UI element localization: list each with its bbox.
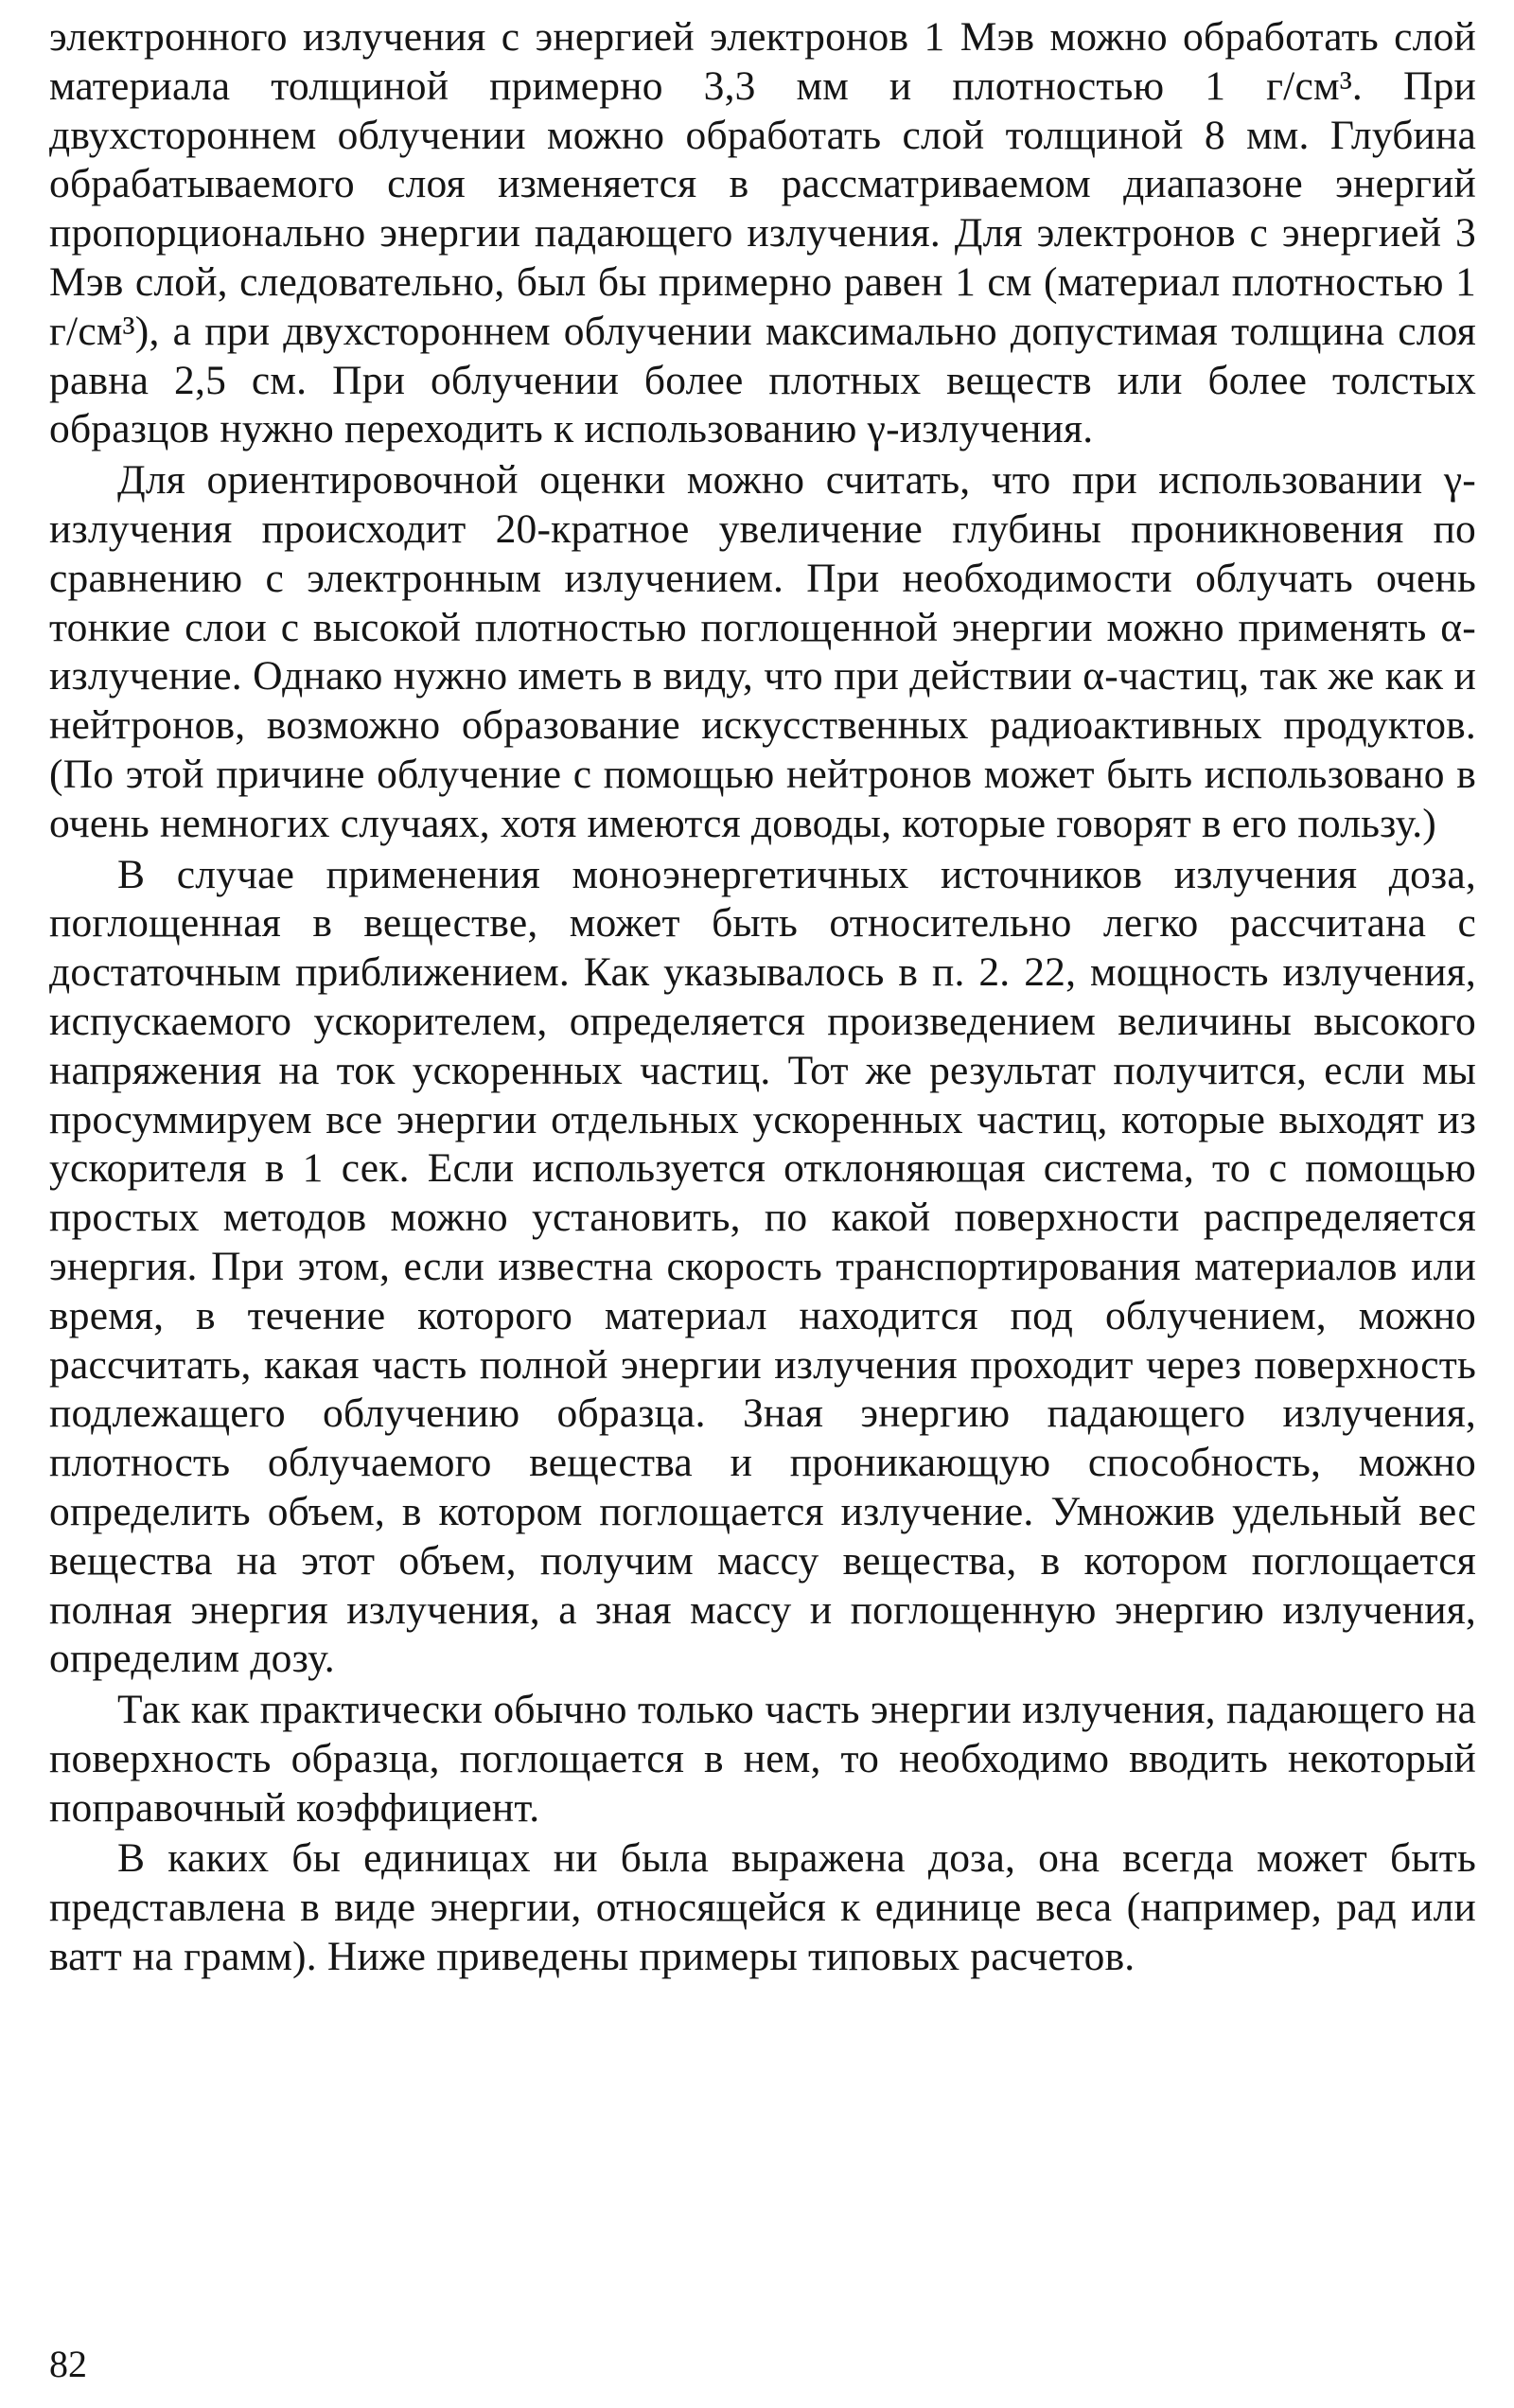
paragraph-2: Для ориентировочной оценки можно считать, что при использовании γ-излучения происходит 20-кратное увеличение глубины проникновения по сравнению с электронным излучением. При необходимости облучать очень тонкие слои с высокой плотностью поглощенной энергии можно применять α-излучение. Однако нужно иметь в виду, что при действии α-частиц, так же как и нейтронов, возможно образование искусственных радиоактивных продуктов. (По этой причине облучение с помощью нейтронов может быть использовано в очень немногих случаях, хотя имеются доводы, которые говорят в его пользу.)	[49, 457, 1476, 846]
page-number: 82	[49, 2343, 87, 2385]
paragraph-5: В каких бы единицах ни была выражена доза, она всегда может быть представлена в виде энергии, относящейся к единице веса (например, рад или ватт на грамм). Ниже приведены примеры типовых расчетов.	[49, 1835, 1476, 1980]
paragraph-3: В случае применения моноэнергетичных источников излучения доза, поглощенная в веществе, может быть относительно легко рассчитана с достаточным приближением. Как указывалось в п. 2. 22, мощность излучения, испускаемого ускорителем, определяется произведением величины высокого напряжения на ток ускоренных частиц. Тот же результат получится, если мы просуммируем все энергии отдельных ускоренных частиц, которые выходят из ускорителя в 1 сек. Если используется отклоняющая система, то с помощью простых методов можно установить, по какой поверхности распределяется энергия. При этом, если известна скорость транспортирования материалов или время, в течение которого материал находится под облучением, можно рассчитать, какая часть полной энергии излучения проходит через поверхность подлежащего облучению образца. Зная энергию падающего излучения, плотность облучаемого вещества и проникающую способность, можно определить объем, в котором поглощается излучение. Умножив удельный вес вещества на этот объем, получим массу вещества, в котором поглощается полная энергия излучения, а зная массу и поглощенную энергию излучения, определим дозу.	[49, 851, 1476, 1682]
page-body	[49, 13, 1476, 1984]
paragraph-4: Так как практически обычно только часть энергии излучения, падающего на поверхность образца, поглощается в нем, то необходимо вводить некоторый поправочный коэффициент.	[49, 1687, 1476, 1831]
paragraph-1: электронного излучения с энергией электронов 1 Мэв можно обработать слой материала толщиной примерно 3,3 мм и плотностью 1 г/см³. При двухстороннем облучении можно обработать слой толщиной 8 мм. Глубина обрабатываемого слоя изменяется в рассматриваемом диапазоне энергий пропорционально энергии падающего излучения. Для электронов с энергией 3 Мэв слой, следовательно, был бы примерно равен 1 см (материал плотностью 1 г/см³), а при двухстороннем облучении максимально допустимая толщина слоя равна 2,5 см. При облучении более плотных веществ или более толстых образцов нужно переходить к использованию γ-излучения.	[49, 14, 1476, 452]
